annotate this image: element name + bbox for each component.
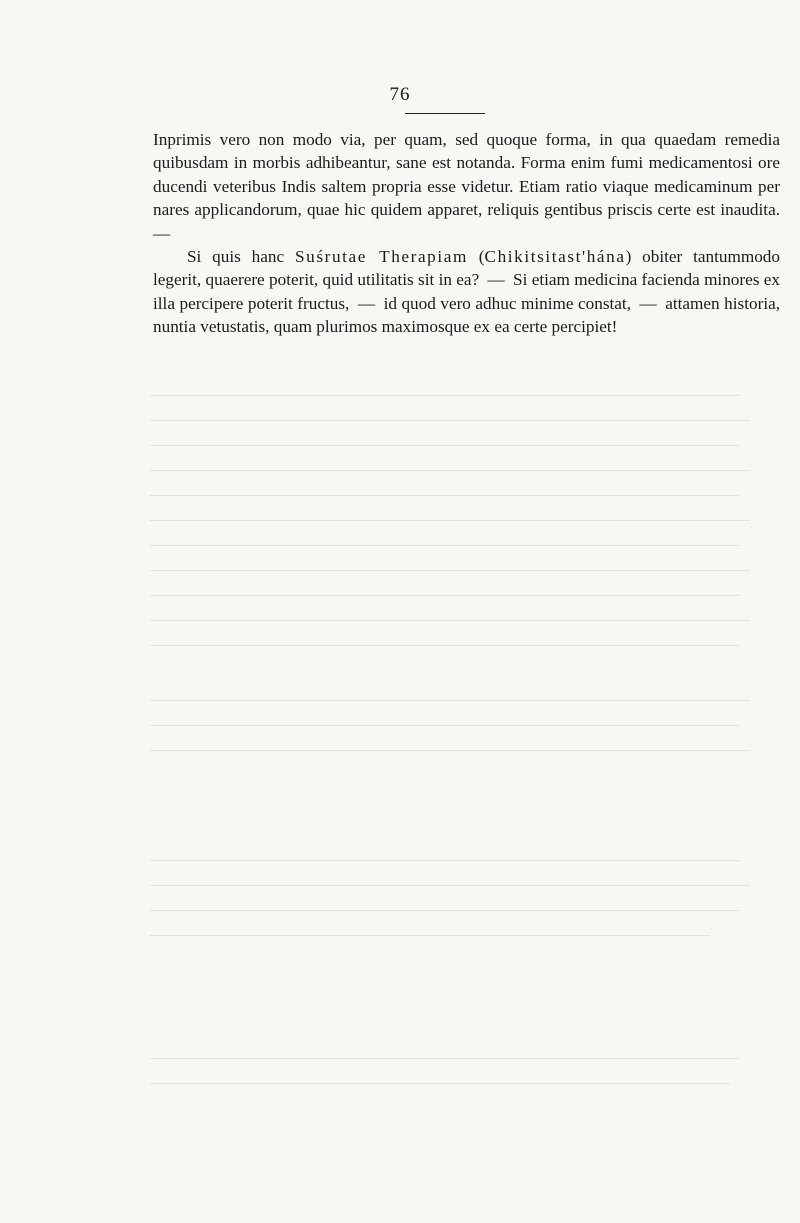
show-through-line — [150, 520, 750, 521]
show-through-line — [150, 1083, 730, 1084]
paragraph-2: Si quis hanc Suśrutae Therapiam (Chikitsitast'hána) obiter tantummodo legerit, quaerere poterit, quid utilitatis sit in ea? — Si etiam medicina facienda minores ex illa percipere poterit fructus, — id quod vero adhuc minime constat, — attamen historia, nuntia vetustatis, quam plurimos maximosque ex ea certe percipiet! — [153, 247, 781, 337]
show-through-line — [150, 420, 750, 421]
show-through-line — [150, 935, 710, 936]
show-through-line — [150, 860, 740, 861]
work-title: Suśrutae Therapiam — [294, 247, 468, 267]
show-through-line — [150, 1058, 740, 1059]
dash: — — [357, 293, 376, 313]
paragraph-2-middle-2: id quod vero adhuc minime constat, — [383, 293, 631, 313]
paragraph-1: Inprimis vero non modo via, per quam, sed quoque forma, in qua quaedam remedia quibusdam in morbis adhibeantur, sane est notanda. Forma enim fumi medicamentosi ore ducendi veteribus Indis saltem propria esse videtur. Etiam ratio viaque medicaminum per nares applicandorum, quae hic quidem apparet, reliquis gentibus priscis certe est inaudita. — — [153, 130, 780, 243]
paragraph-2-middle: Si etiam medicina facienda minores ex illa percipere poterit fructus, — [153, 270, 780, 313]
show-through-line — [150, 620, 750, 621]
dash: — — [487, 270, 505, 290]
show-through-line — [150, 545, 740, 546]
header-rule — [405, 113, 485, 114]
show-through-line — [150, 470, 750, 471]
show-through-line — [150, 645, 740, 646]
show-through-line — [150, 570, 750, 571]
paragraph-2-ending: attamen historia, nuntia vetustatis, quam plurimos maximosque ex ea certe percipiet! — [153, 293, 781, 337]
show-through-line — [150, 910, 740, 911]
native-title: Chikitsitast'hána — [484, 247, 626, 267]
dash: — — [639, 293, 657, 313]
main-text — [153, 128, 780, 339]
show-through-line — [150, 700, 750, 701]
show-through-line — [150, 395, 740, 396]
show-through-line — [150, 445, 740, 446]
show-through-line — [150, 725, 740, 726]
paragraph-2-lead: Si quis hanc — [187, 247, 285, 267]
show-through-line — [150, 495, 740, 496]
show-through-line — [150, 885, 750, 886]
show-through-line — [150, 595, 740, 596]
paragraph-2-question: obiter tantummodo legerit, quaerere poterit, quid utilitatis sit in ea? — [153, 247, 780, 290]
show-through-line — [150, 750, 750, 751]
page-number: 76 — [389, 84, 411, 105]
